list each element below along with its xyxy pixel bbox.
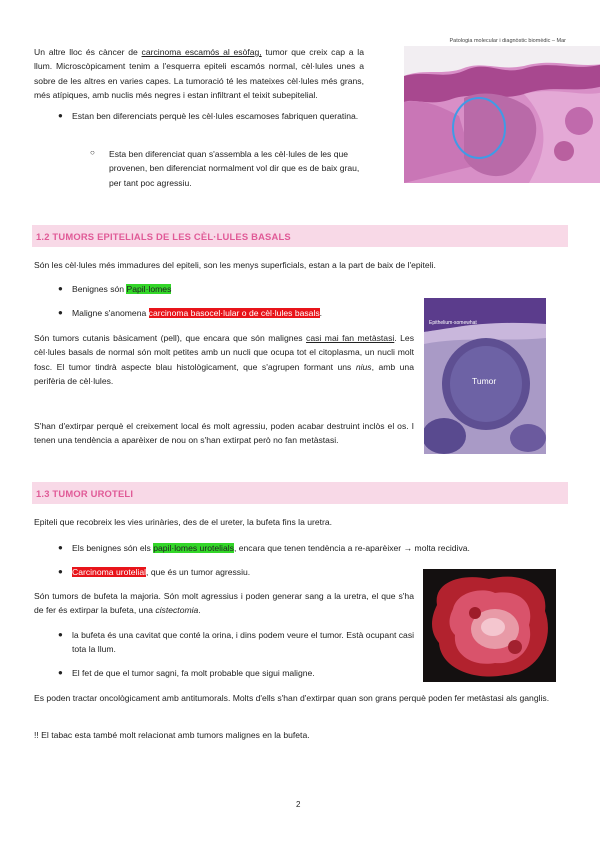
tumor-label: Tumor <box>472 376 497 386</box>
section-1-2-bullet-benign <box>72 282 171 296</box>
esophagus-histology-image <box>404 46 600 183</box>
bullet-text: Benignes són <box>72 284 127 294</box>
running-header: Patologia molecular i diagnòstic biomèdic – Mar <box>449 38 566 44</box>
bullet-text-end: , que és un tumor agressiu. <box>146 567 251 577</box>
intro-bullet-1: Estan ben diferenciats perquè les cèl·lules escamoses fabriquen queratina. <box>72 111 359 121</box>
intro-subbullet-1: Esta ben diferenciat quan s'assembla a les cèl·lules de les que provenen, ben diferenciat normalment vol dir que es de baix grau, per tant poc agressiu. <box>109 149 360 188</box>
section-1-3-paragraph-2 <box>34 589 414 618</box>
italic-term: cistectomia <box>155 605 199 616</box>
bullet-icon: ● <box>58 567 63 576</box>
section-1-2-paragraph-2 <box>34 331 414 389</box>
bullet-icon: ● <box>58 543 63 552</box>
basal-cell-histology-image <box>424 298 546 454</box>
section-1-3-bullet-malignant <box>72 565 250 579</box>
highlight-papilloma-urotelial: papil·lomes urotelials <box>153 543 234 553</box>
bullet-icon: ● <box>58 630 63 639</box>
text-a: Són tumors cutanis bàsicament (pell), que encara que són malignes <box>34 333 307 343</box>
text-b: . <box>198 605 201 616</box>
section-1-3-intro: Epiteli que recobreix les vies urinàries, des de el ureter, la bufeta fins la uretra. <box>34 517 333 527</box>
bullet-icon: ● <box>58 668 63 677</box>
histology-caption: Epithelium-somewhat <box>429 320 477 326</box>
intro-underlined-term: carcinoma escamós al esòfag, <box>141 47 262 57</box>
page-number: 2 <box>296 800 301 809</box>
section-1-3-bullet-benign <box>72 541 572 555</box>
intro-paragraph <box>34 45 364 103</box>
bullet-end: . <box>319 308 323 318</box>
section-title: 1.2 TUMORS EPITELIALS DE LES CÈL·LULES BASALS <box>36 231 291 242</box>
highlight-basal-carcinoma: carcinoma basocel·lular o de cèl·lules basals <box>148 308 320 318</box>
highlight-papilloma: Papil·lomes <box>126 284 172 294</box>
bullet-icon: ● <box>58 284 63 293</box>
section-title: 1.3 TUMOR UROTELI <box>36 488 134 499</box>
section-1-2-paragraph-3: S'han d'extirpar perquè el creixement local és molt agressiu, poden acabar destruint inclòs el os. I tenen una tendència a aparèixer de nou on s'han extirpat però no fan metàstasi. <box>34 421 414 446</box>
bullet-text: Maligne s'anomena <box>72 308 149 318</box>
section-1-3-bullet-bleeding: El fet de que el tumor sagni, fa molt probable que sigui maligne. <box>72 668 315 678</box>
text-c: , amb una perifèria de cèl·lules. <box>34 361 414 387</box>
bladder-specimen-image <box>423 569 556 682</box>
hollow-bullet-icon: ○ <box>90 148 95 157</box>
underlined-term: casi mai fan metàstasi <box>306 333 395 343</box>
section-1-2-intro: Són les cèl·lules més immadures del epiteli, son les menys superficials, estan a la part de baix de l'epiteli. <box>34 260 436 270</box>
section-1-2-bullet-malignant <box>72 306 322 320</box>
bullet-text: Els benignes són els <box>72 543 154 553</box>
bullet-icon: ● <box>58 111 63 120</box>
section-1-3-bullet-bladder: la bufeta és una cavitat que conté la orina, i dins podem veure el tumor. Està ocupant casi tota la llum. <box>72 630 415 655</box>
bullet-icon: ● <box>58 308 63 317</box>
italic-term: nius <box>355 361 372 372</box>
section-1-3-paragraph-3: Es poden tractar oncològicament amb antitumorals. Molts d'ells s'han d'extirpar quan son grans perquè poden fer metàstasi als ganglis. <box>34 693 550 703</box>
text-b: . Les cèl·lules basals de normal són molt petites amb un nucli que ocupa tot el citoplasma, un nucli molt fosc. El tumor tindrà aspecte blau histològicament, que s'agrupen formant uns <box>34 333 415 372</box>
section-header-1-2 <box>32 225 568 247</box>
section-1-3-paragraph-4: !! El tabac esta també molt relacionat amb tumors malignes en la bufeta. <box>34 730 310 740</box>
text-a: Són tumors de bufeta la majoria. Són molt agressius i poden generar sang a la uretra, el que s'ha de fer és extirpar la bufeta, una <box>34 591 414 616</box>
bullet-text-end: , encara que tenen tendència a re-aparèixer → molta recidiva. <box>233 543 470 553</box>
section-header-1-3 <box>32 482 568 504</box>
intro-text-b: tumor que creix cap a la llum. Microscòpicament tenim a l'esquerra epiteli escamós normal, cèl·lules unes a sobre de les altres en varies capes. La tumoració té les mateixes cèl·lules més grans, més atípiques, amb nuclis més negres i estan infiltrant el teixit subepitelial. <box>34 47 364 101</box>
intro-text-a: Un altre lloc és càncer de <box>34 47 142 57</box>
highlight-urothelial-carcinoma: Carcinoma urotelial <box>72 567 147 577</box>
